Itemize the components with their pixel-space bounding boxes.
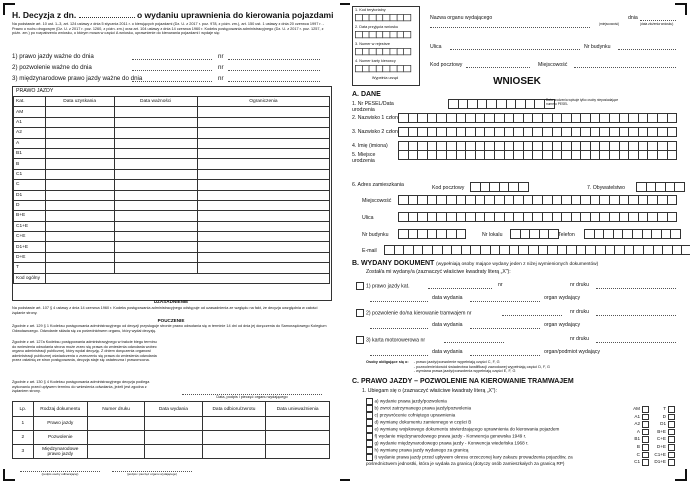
table-cell[interactable] <box>45 159 114 169</box>
email-cells[interactable] <box>384 245 690 255</box>
issued-item-nr-field[interactable] <box>228 53 320 60</box>
table-row <box>14 117 330 127</box>
pj-table-header-cell: Data ważności <box>114 97 197 107</box>
category-label: A2 <box>634 421 640 427</box>
table-cell[interactable] <box>145 445 202 459</box>
table-row <box>14 252 330 262</box>
table-cell[interactable] <box>197 138 329 148</box>
personal-field-label: 3. Nazwisko 2 człon <box>352 129 398 135</box>
general-code-cell: Kod ogólny <box>14 273 46 283</box>
table-cell[interactable] <box>114 148 197 158</box>
title-prefix: H. Decyzja z dn. <box>12 10 77 20</box>
pouczenie-title: POUCZENIE <box>157 318 185 323</box>
documents-table-header <box>13 402 330 417</box>
table-cell[interactable] <box>114 221 197 231</box>
request-option-checkbox[interactable] <box>366 447 373 454</box>
issued-document-organ-label: organ/podmiot wydający <box>544 349 600 355</box>
table-cell[interactable] <box>197 107 329 117</box>
obligated-note <box>366 360 676 374</box>
table-cell[interactable] <box>114 138 197 148</box>
documents-header-cell: Lp. <box>13 402 34 417</box>
table-cell[interactable] <box>114 252 197 262</box>
table-row <box>14 159 330 169</box>
issued-document-date-label: data wydania <box>432 322 463 328</box>
category-label: C1+E <box>654 451 666 457</box>
pj-table <box>13 96 330 284</box>
flat-cells[interactable] <box>510 229 558 239</box>
category-checkbox[interactable] <box>668 444 675 451</box>
table-cell[interactable] <box>45 180 114 190</box>
table-cell[interactable] <box>202 417 266 431</box>
receiver-signature-label: (podpis osoby odbierającej) <box>41 472 79 476</box>
category-label: T <box>663 406 666 411</box>
table-cell[interactable] <box>45 138 114 148</box>
org-name-field[interactable] <box>430 21 590 28</box>
table-cell[interactable] <box>87 445 144 459</box>
documents-table <box>12 401 330 459</box>
street-cells[interactable] <box>398 212 676 222</box>
stamp-field-label: 4. Numer karty kierowcy <box>355 59 396 63</box>
legal-basis: Na podstawie art. 10 ust. 1–3, art. 124 ustawy z dnia 5 stycznia 2011 r. o kierujących pojazdami (Dz. U. z 2017 r. poz. 978, z późn. zm.), art. 150 ust. 1 ustawy z dnia 20 czerwca 1997 r. - Prawo o ruchu drogowym (Dz. U. z 2017 r. poz. 1260, z późn. zm.) oraz art. 104 ustawy z dnia 14 czerwca 1960 r. Kodeks postępowania administracyjnego (Dz. U. z 2017 r. poz. 1257, z późn. zm.) po rozpatrzeniu wniosku, o którym mowa w części A wniosku, uprawnienie do kierowania pojazdami i wydaje się: <box>12 22 324 36</box>
table-cell[interactable] <box>45 190 114 200</box>
request-option-checkbox[interactable] <box>366 433 373 440</box>
table-cell[interactable] <box>145 417 202 431</box>
issued-document-date-field[interactable] <box>370 349 428 356</box>
pj-table-header-cell: Data uzyskania <box>45 97 114 107</box>
row-number: 3 <box>13 445 34 459</box>
personal-field-label: 2. Nazwisko 1 człon <box>352 115 398 121</box>
table-cell[interactable] <box>266 431 330 445</box>
org-street-label: Ulica <box>430 44 442 50</box>
pouczenie-2: Zgodnie z art. 127a Kodeksu postępowania administracyjnego w trakcie biegu terminu do wniesienia odwołania strona może zrzec się prawa do wniesienia odwołania wobec organu administracji publicznej, który wydał decyzję. Z dniem doręczenia organowi administracji publicznej oświadczenia o zrzeczeniu się prawa do wniesienia odwołania przez ostatnią ze stron postępowania, decyzja staje się ostateczna i prawomocna. <box>12 340 157 363</box>
section-b-heading <box>352 260 598 267</box>
table-cell[interactable] <box>197 117 329 127</box>
decision-date-field[interactable] <box>79 17 135 18</box>
category-cell: D <box>14 200 46 210</box>
issued-item-nr-label: nr <box>218 75 224 82</box>
date-hint: (data złożenia wniosku) <box>640 22 674 26</box>
request-option-checkbox[interactable] <box>366 440 373 447</box>
place-hint: (miejscowość) <box>599 22 620 26</box>
request-option-checkbox[interactable] <box>366 412 373 419</box>
pesel-note: Data urodzenia wpisuje tylko osoby nieposiadające numeru PESEL <box>546 98 619 106</box>
category-checkbox[interactable] <box>668 406 675 413</box>
table-cell[interactable] <box>45 221 114 231</box>
table-row <box>14 232 330 242</box>
personal-field-cells[interactable] <box>448 99 554 109</box>
category-label: A <box>636 428 640 434</box>
category-checkbox[interactable] <box>668 421 675 428</box>
issued-item-label: 3) międzynarodowe prawo jazdy ważne do dnia <box>12 75 143 82</box>
documents-header-cell: Data unieważnienia <box>266 402 330 417</box>
decision-title <box>12 10 333 20</box>
stamp-caption: Wypełnia urząd <box>371 76 399 80</box>
table-cell[interactable] <box>114 159 197 169</box>
table-cell[interactable] <box>45 169 114 179</box>
table-row <box>13 417 330 431</box>
category-label: B1 <box>634 436 640 442</box>
issued-item-label: 1) prawo jazdy ważne do dnia <box>12 53 94 60</box>
issued-item-date-field[interactable] <box>132 75 212 82</box>
section-c-title: C. PRAWO JAZDY – POZWOLENIE NA KIEROWANIE TRAMWAJEM <box>352 378 574 385</box>
issued-document-row <box>356 282 410 290</box>
request-option-label: g) wydanie międzynarodowego prawa jazdy - Konwencja wiedeńska 1968 r. <box>374 440 529 446</box>
personal-field-cells[interactable] <box>398 150 676 160</box>
issued-document-print-field[interactable] <box>596 282 676 289</box>
wniosek-title: WNIOSEK <box>493 76 541 87</box>
documents-header-cell: Data odbioru/zwrotu <box>202 402 266 417</box>
request-option <box>366 419 596 426</box>
table-cell[interactable] <box>197 232 329 242</box>
postcode-cells[interactable] <box>470 182 528 192</box>
table-cell[interactable] <box>87 417 144 431</box>
issued-item-date-field[interactable] <box>132 64 212 71</box>
street-label: Ulica <box>362 215 374 221</box>
obligated-line: - pozwolenie/dowód świadectwa kwalifikacji zawodowej wypełniają części D, F, G <box>413 364 551 369</box>
issued-document-date-label: data wydania <box>432 349 463 355</box>
issued-document-organ-field[interactable] <box>470 322 540 329</box>
issued-document-date-field[interactable] <box>370 295 428 302</box>
title-suffix: o wydaniu uprawnienia do kierowania pojazdami <box>137 10 334 20</box>
citizenship-label: 7. Obywatelstwo <box>587 185 626 191</box>
category-cell: C1 <box>14 169 46 179</box>
table-cell[interactable] <box>114 263 197 273</box>
category-cell: B1 <box>14 148 46 158</box>
personal-field-cells[interactable] <box>398 127 676 137</box>
pj-table-header <box>14 97 330 107</box>
category-cell: B <box>14 159 46 169</box>
table-cell[interactable] <box>266 445 330 459</box>
table-cell[interactable] <box>114 232 197 242</box>
pouczenie-1: Zgodnie z art. 129 § 1 Kodeksu postępowania administracyjnego od decyzji przysługuje stronie prawo odwołania się w terminie 14 dni od dnia jej doręczenia do Samorządowego Kolegium Odwoławczego. Odwołanie składa się za pośrednictwem organu, który wydał decyzję. <box>12 324 327 333</box>
personal-field-label: 5. Miejsce urodzenia <box>352 152 376 164</box>
table-cell[interactable] <box>197 252 329 262</box>
table-cell[interactable] <box>87 431 144 445</box>
category-checkbox[interactable] <box>668 429 675 436</box>
category-cell: C1+E <box>14 221 46 231</box>
category-label: D1+E <box>654 459 666 465</box>
request-option-label: a) wydanie prawa jazdy/pozwolenia <box>374 398 447 404</box>
request-option-label: e) wymianę wojskowego dokumentu stwierdzającego uprawnienia do kierowania pojazdem <box>374 426 560 432</box>
category-checkbox[interactable] <box>668 414 675 421</box>
city-label: Miejscowość <box>362 198 392 204</box>
issued-item-nr-label: nr <box>218 53 224 60</box>
request-option-label: h) wymianę prawa jazdy wydanego za granicą <box>374 447 469 453</box>
section-b-sub: Został/a mi wydany/a (zaznaczyć właściwe kwadraty literą „X”): <box>366 269 511 275</box>
category-cell: AM <box>14 107 46 117</box>
category-cell: D+E <box>14 252 46 262</box>
category-cell: D1+E <box>14 242 46 252</box>
category-checkbox[interactable] <box>668 452 675 459</box>
category-label: C <box>636 451 640 457</box>
table-row <box>14 242 330 252</box>
category-cell: T <box>14 263 46 273</box>
section-c-sub: 1. Ubiegam się o (zaznaczyć właściwe kwadraty literą „X”): <box>362 388 497 394</box>
personal-field-label: 4. Imię (imiona) <box>352 143 388 149</box>
issued-document-date-label: data wydania <box>432 295 463 301</box>
org-city-label: Miejscowość <box>538 62 568 68</box>
table-cell[interactable] <box>197 200 329 210</box>
issued-document-print-label: nr druku <box>570 336 590 342</box>
table-cell[interactable] <box>114 242 197 252</box>
corner-mark-top-right <box>675 3 687 15</box>
category-cell: D1 <box>14 190 46 200</box>
table-cell[interactable] <box>45 211 114 221</box>
address-label: 6. Adres zamieszkania <box>352 182 404 188</box>
request-option-checkbox[interactable] <box>366 405 373 412</box>
category-label: B <box>636 444 640 449</box>
stamp-field-label: 3. Numer w rejestrze <box>355 42 391 46</box>
row-number: 2 <box>13 431 34 445</box>
table-cell[interactable] <box>114 117 197 127</box>
issued-item-date-field[interactable] <box>132 53 212 60</box>
general-code-field[interactable] <box>45 273 329 283</box>
pj-table-header-cell: Ograniczenia <box>197 97 329 107</box>
table-cell[interactable] <box>45 107 114 117</box>
building-cells[interactable] <box>398 229 465 239</box>
issued-document-date-field[interactable] <box>370 322 428 329</box>
table-row <box>13 431 330 445</box>
section-b-title: B. WYDANY DOKUMENT <box>352 260 435 267</box>
org-postcode-label: Kod pocztowy <box>430 62 463 68</box>
category-checkbox[interactable] <box>668 459 675 466</box>
stamp-field-cells[interactable] <box>355 48 410 55</box>
table-row <box>13 445 330 459</box>
request-option <box>366 454 584 466</box>
issued-item-nr-field[interactable] <box>228 75 320 82</box>
building-label: Nr budynku <box>362 232 389 238</box>
table-row <box>14 169 330 179</box>
request-option <box>366 398 596 405</box>
obligated-lines <box>414 360 550 374</box>
table-cell[interactable] <box>45 252 114 262</box>
row-number: 1 <box>13 417 34 431</box>
issued-document-number-field[interactable] <box>428 282 492 289</box>
table-cell[interactable] <box>114 169 197 179</box>
issued-document-print-label: nr druku <box>570 282 590 288</box>
issued-item-nr-label: nr <box>218 64 224 71</box>
table-cell[interactable] <box>197 221 329 231</box>
phone-label: Telefon <box>558 232 575 238</box>
issued-document-checkbox[interactable] <box>356 309 364 317</box>
request-option <box>366 433 596 440</box>
documents-header-cell: Numer druku <box>87 402 144 417</box>
table-row <box>14 148 330 158</box>
postcode-label: Kod pocztowy <box>432 185 465 191</box>
request-option-checkbox[interactable] <box>366 419 373 426</box>
table-row <box>14 200 330 210</box>
email-label: E-mail <box>362 248 377 254</box>
table-cell[interactable] <box>197 242 329 252</box>
issued-document-nr-label: nr <box>498 282 503 288</box>
request-option-label: b) zwrot zatrzymanego prawa jazdy/pozwolenia <box>374 405 472 411</box>
corner-mark-bottom-left <box>3 469 15 481</box>
table-cell[interactable] <box>45 263 114 273</box>
issued-document-organ-field[interactable] <box>470 295 540 302</box>
signature-label: Data, podpis i pieczęć organu wydającego <box>216 395 288 399</box>
table-cell[interactable] <box>114 107 197 117</box>
obligated-line: - prawo jazdy/pozwolenie wypełniają części C, F, G <box>413 360 500 364</box>
table-row <box>14 128 330 138</box>
documents-header-cell: Data wydania <box>145 402 202 417</box>
table-cell[interactable] <box>197 180 329 190</box>
flat-label: Nr lokalu <box>482 232 503 238</box>
table-row <box>14 211 330 221</box>
category-cell: A <box>14 138 46 148</box>
issued-document-checkbox[interactable] <box>356 336 364 344</box>
table-cell[interactable] <box>114 200 197 210</box>
personal-field-cells[interactable] <box>398 113 676 123</box>
request-option <box>366 440 596 447</box>
stamp-field-cells[interactable] <box>355 14 410 21</box>
category-label: B+E <box>657 428 666 434</box>
table-cell[interactable] <box>45 200 114 210</box>
category-label: D+E <box>656 444 666 449</box>
uzasadnienie-text: Na podstawie art. 107 § 4 ustawy z dnia 14 czerwca 1960 r. Kodeks postępowania administracyjnego odstępuje od uzasadnienia ze względu na fakt, że decyzja uwzględnia w całości żądanie strony. <box>12 306 318 315</box>
table-row <box>14 180 330 190</box>
issued-document-checkbox[interactable] <box>356 282 364 290</box>
category-checkbox[interactable] <box>668 436 675 443</box>
issued-document-number-field[interactable] <box>502 309 562 316</box>
table-row <box>14 273 330 283</box>
fold-mark-top <box>340 3 350 11</box>
section-a-title: A. DANE <box>352 91 381 98</box>
table-row <box>14 107 330 117</box>
phone-cells[interactable] <box>584 229 680 239</box>
request-option-checkbox[interactable] <box>366 426 373 433</box>
document-type: Prawo jazdy <box>33 417 87 431</box>
document-type: Międzynarodowe prawo jazdy <box>33 445 87 459</box>
stamp-field-cells[interactable] <box>355 31 410 38</box>
pouczenie-3: Zgodnie z art. 130 § 4 Kodeksu postępowania administracyjnego decyzja podlega wykonaniu przed upływem terminu do wniesienia odwołania, jeżeli jest zgodna z żądaniem strony. <box>12 380 150 394</box>
issued-document-row <box>356 336 425 344</box>
org-building-label: Nr budynku <box>584 44 611 50</box>
request-option <box>366 412 596 419</box>
category-label: C+E <box>656 436 666 442</box>
table-cell[interactable] <box>114 211 197 221</box>
table-cell[interactable] <box>197 159 329 169</box>
issued-document-label: 2) pozwolenie do/na kierowanie tramwajem nr <box>366 310 472 317</box>
request-option-label: f) wydanie międzynarodowego prawa jazdy - Konwencja genewska 1949 r. <box>374 433 527 439</box>
request-option-label: c) przywrócenie cofniętego uprawnienia <box>374 412 456 418</box>
category-label: C1 <box>634 459 640 465</box>
table-row <box>14 190 330 200</box>
personal-field-label: 1. Nr PESEL/Data urodzenia <box>352 101 394 113</box>
category-cell: B+E <box>14 211 46 221</box>
uzasadnienie-title: UZASADNIENIE <box>153 299 189 304</box>
category-label: D <box>662 413 666 419</box>
documents-header-cell: Rodzaj dokumentu <box>33 402 87 417</box>
request-option <box>366 447 596 454</box>
document-type: Pozwolenie <box>33 431 87 445</box>
request-option <box>366 405 596 412</box>
request-option-label: i) wydanie prawa jazdy przed upływem okresu orzeczonej kary zakazu prowadzenia pojazdów, za pośrednictwem jednostki, która je wydała za granicą (dotyczy osób zamieszkałych za granicą RP) <box>366 454 573 466</box>
table-cell[interactable] <box>145 431 202 445</box>
corner-mark-bottom-right <box>675 469 687 481</box>
obligated-title: Osoby obligujące się o: <box>366 360 409 364</box>
issued-document-label: 3) karta motorowerowa nr <box>366 337 426 344</box>
issued-document-organ-label: organ wydający <box>544 322 581 328</box>
table-cell[interactable] <box>197 211 329 221</box>
table-cell[interactable] <box>197 128 329 138</box>
stamp-field-label: 2. Data przyjęcia wniosku <box>355 25 399 29</box>
request-option-label: d) wymianę dokumentu zamiennego w części B <box>374 419 472 425</box>
org-postcode-field[interactable] <box>466 61 530 68</box>
issued-document-print-label: nr druku <box>570 309 590 315</box>
table-cell[interactable] <box>45 232 114 242</box>
category-cell: C+E <box>14 232 46 242</box>
table-row <box>14 138 330 148</box>
table-cell[interactable] <box>197 148 329 158</box>
table-cell[interactable] <box>197 169 329 179</box>
table-cell[interactable] <box>45 128 114 138</box>
table-cell[interactable] <box>202 431 266 445</box>
stamp-field-label: 1. Kod terytorialny <box>355 8 386 12</box>
table-cell[interactable] <box>197 190 329 200</box>
obligated-line: - wymiana prawa jazdy/pozwolenia wypełniają części E, F, G <box>413 369 516 374</box>
request-option <box>366 426 596 433</box>
table-cell[interactable] <box>114 128 197 138</box>
category-label: D1 <box>660 421 666 427</box>
issued-document-row <box>356 309 472 317</box>
org-building-field[interactable] <box>618 43 676 50</box>
table-cell[interactable] <box>114 190 197 200</box>
issued-document-label: 1) prawo jazdy kat. <box>366 283 410 290</box>
category-label: AM <box>633 406 640 411</box>
table-row <box>14 221 330 231</box>
organ-signature-label: (podpis i pieczęć organu wydającego) <box>126 472 178 476</box>
category-label: A1 <box>634 413 640 419</box>
table-cell[interactable] <box>114 180 197 190</box>
section-b-note: (wypełniają osoby mające wydany jeden z niżej wymienionych dokumentów) <box>436 262 599 267</box>
issued-document-number-field[interactable] <box>444 336 504 343</box>
table-cell[interactable] <box>266 417 330 431</box>
issued-item-nr-field[interactable] <box>228 64 320 71</box>
issued-document-organ-field[interactable] <box>470 349 540 356</box>
table-cell[interactable] <box>197 263 329 273</box>
fold-mark-bottom <box>340 473 350 481</box>
table-cell[interactable] <box>45 117 114 127</box>
category-cell: A2 <box>14 128 46 138</box>
date-label: dnia <box>628 15 638 21</box>
issued-item-label: 2) pozwolenie ważne do dnia <box>12 64 92 71</box>
citizenship-cells[interactable] <box>636 182 684 192</box>
table-cell[interactable] <box>45 148 114 158</box>
category-cell: A1 <box>14 117 46 127</box>
request-option-checkbox[interactable] <box>366 398 373 405</box>
table-cell[interactable] <box>202 445 266 459</box>
table-cell[interactable] <box>45 242 114 252</box>
pj-table-header-cell: Kat. <box>14 97 46 107</box>
issued-document-organ-label: organ wydający <box>544 295 581 301</box>
org-city-field[interactable] <box>574 61 676 68</box>
org-label: Nazwa organu wydającego <box>430 15 493 21</box>
category-cell: C <box>14 180 46 190</box>
table-row <box>14 263 330 273</box>
city-cells[interactable] <box>398 195 676 205</box>
org-street-field[interactable] <box>450 43 580 50</box>
stamp-field-cells[interactable] <box>355 65 410 72</box>
issued-document-print-field[interactable] <box>596 309 676 316</box>
date-field[interactable] <box>640 14 676 21</box>
issued-document-print-field[interactable] <box>596 336 676 343</box>
pj-table-title: PRAWO JAZDY <box>16 88 54 94</box>
